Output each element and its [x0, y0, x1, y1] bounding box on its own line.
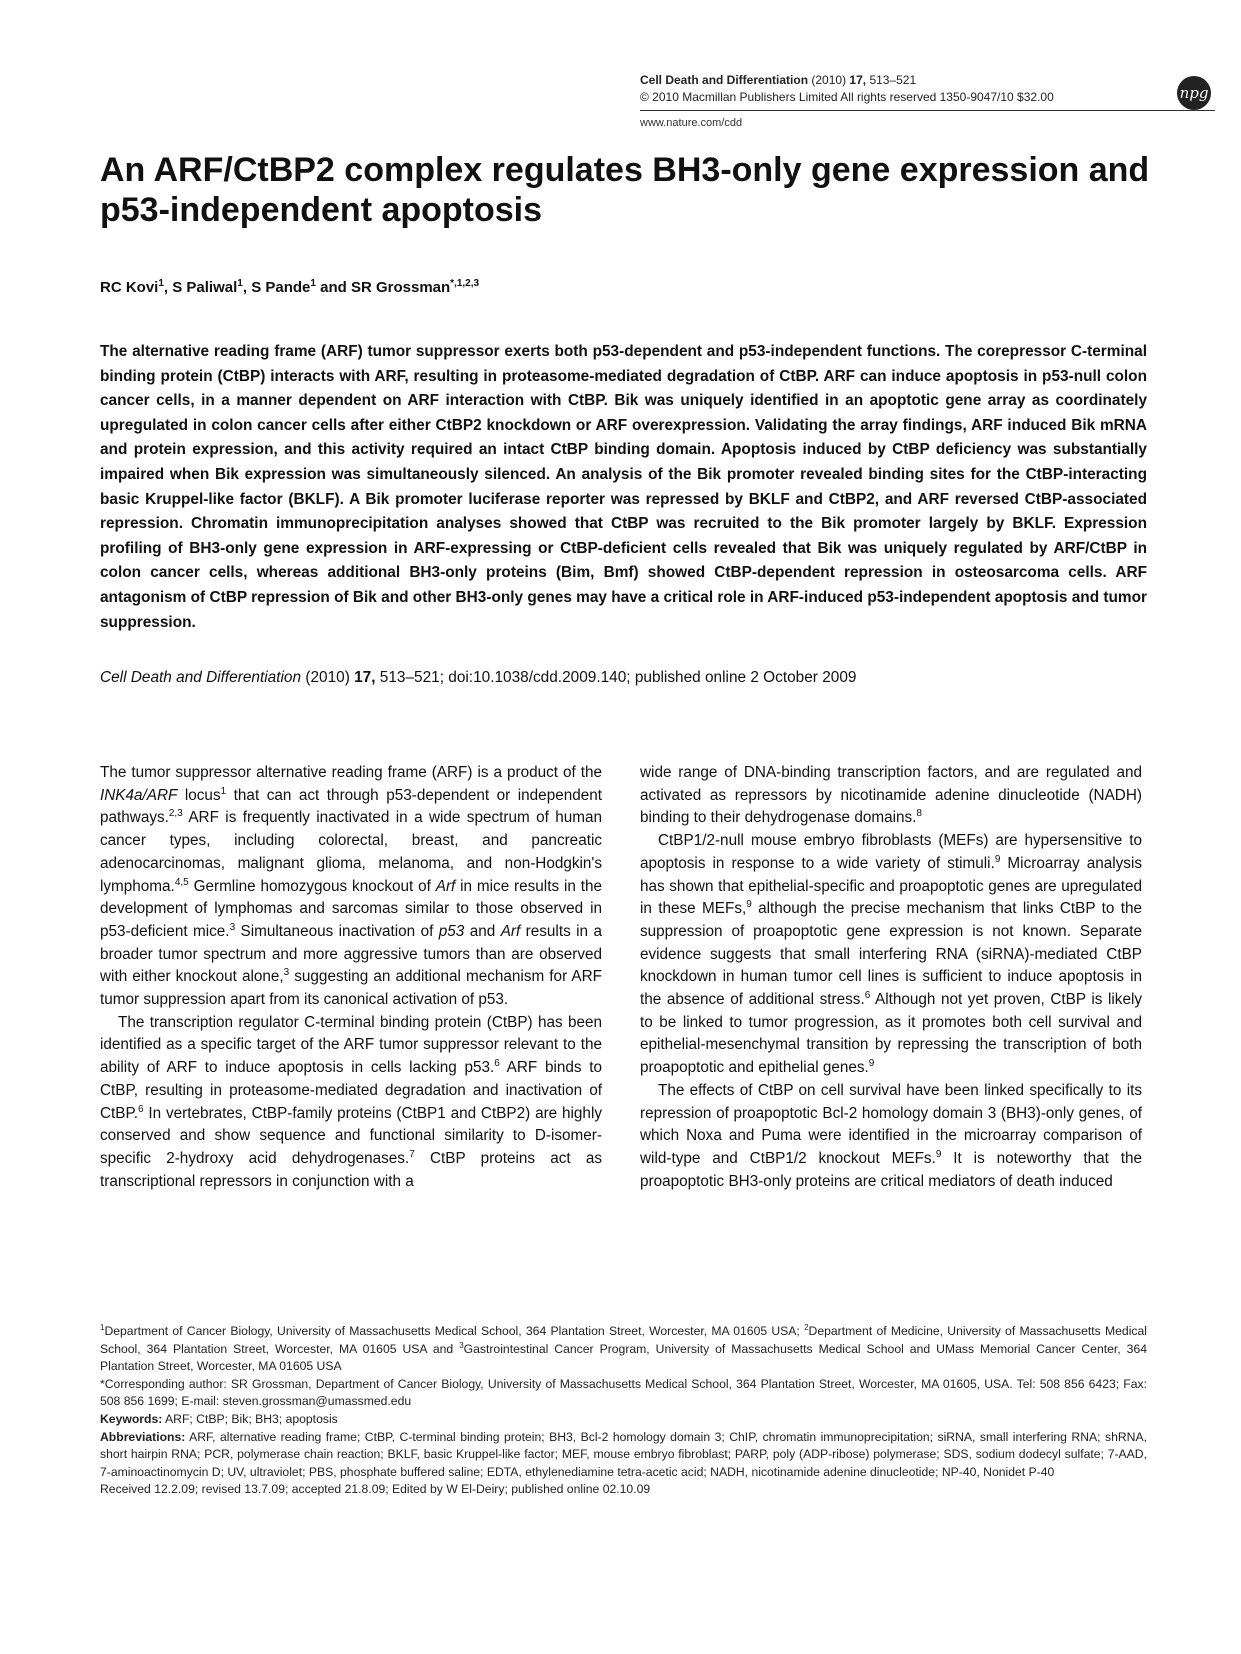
text-run: Gastrointestinal Cancer Program, University of Massachusetts Medical School and UMass Memorial Cancer Center, 364 Plantation Street, Worcester, MA 01605 USA [100, 1341, 1147, 1374]
footnote-keywords [100, 1411, 1147, 1429]
journal-volume: 17, [849, 73, 867, 87]
text-run: although the precise mechanism that links CtBP to the suppression of proapoptotic gene expression is not known. Separate evidence suggests that small interfering RNA (siRNA)-mediated CtBP knockdown in human tumor cell lines is sufficient to induce apoptosis in the absence of additional stress. [640, 900, 1142, 1009]
text-run: suggesting an additional mechanism for ARF tumor suppression apart from its canonical activation of p53. [100, 968, 602, 1009]
journal-header [640, 72, 1115, 106]
keywords-label: Keywords: [100, 1411, 163, 1426]
body-column-right [640, 762, 1142, 1193]
reference-superscript: 9 [994, 853, 1001, 865]
author-separator: , [163, 279, 173, 296]
italic-text: p53 [438, 922, 465, 940]
text-run: Although not yet proven, CtBP is likely to be linked to tumor progression, as it promotes both cell survival and epithelial-mesenchymal transition by repressing the transcription of both proapoptotic and epithelial genes. [640, 991, 1142, 1077]
reference-superscript: 9 [746, 899, 752, 911]
text-run: that can act through p53-dependent or independent pathways. [100, 786, 602, 827]
author-separator: and [315, 279, 351, 296]
text-run: Germline homozygous knockout of [188, 877, 436, 895]
text-run: CtBP1/2-null mouse embryo fibroblasts (MEFs) are hypersensitive to apoptosis in response to a wide variety of stimuli. [640, 832, 1142, 872]
text-run: The tumor suppressor alternative reading frame (ARF) is a product of the [100, 764, 602, 781]
reference-superscript: 8 [916, 808, 922, 820]
author-name: SR Grossman [350, 279, 451, 296]
body-paragraph [640, 1080, 1142, 1194]
citation-journal: Cell Death and Differentiation [100, 669, 302, 686]
text-run: Simultaneous inactivation of [235, 922, 439, 940]
citation-volume: 17, [354, 669, 376, 686]
body-column-left [100, 762, 602, 1193]
reference-superscript: 3 [459, 1340, 464, 1350]
reference-superscript: 6 [494, 1058, 500, 1070]
journal-website-link[interactable]: www.nature.com/cdd [640, 117, 743, 129]
abbreviations-label: Abbreviations: [100, 1429, 186, 1444]
abbreviations-text: ARF, alternative reading frame; CtBP, C-terminal binding protein; BH3, Bcl-2 homology domain 3; ChIP, chromatin immunoprecipitation; siRNA, small interfering RNA; shRNA, short hairpin RNA; PCR, polymerase chain reaction; BKLF, basic Kruppel-like factor; MEF, mouse embryo fibroblast; PARP, poly (ADP-ribose) polymerase; SDS, sodium dodecyl sulfate; 7-AAD, 7-aminoactinomycin D; UV, ultraviolet; PBS, phosphate buffered saline; EDTA, ethylenediamine tetra-acetic acid; NADH, nicotinamide adenine dinucleotide; NP-40, Nonidet P-40 [100, 1429, 1147, 1479]
reference-superscript: 7 [409, 1148, 415, 1160]
author-list [100, 278, 479, 296]
footnote-abbreviations [100, 1429, 1147, 1482]
journal-citation-line [640, 72, 1115, 89]
copyright-line: © 2010 Macmillan Publishers Limited All rights reserved 1350-9047/10 $32.00 [640, 90, 1054, 104]
text-run: Department of Medicine, University of Massachusetts Medical School, 364 Plantation Street, Worcester, MA 01605 USA and [100, 1324, 1147, 1356]
reference-superscript: 2,3 [168, 808, 183, 820]
italic-text: Arf [435, 877, 456, 895]
italic-text: Arf [500, 922, 521, 940]
text-run: The transcription regulator C-terminal binding protein (CtBP) has been identified as a specific target of the ARF tumor suppressor relevant to the ability of ARF to induce apoptosis in cells lacking p53. [100, 1013, 602, 1077]
text-run: wide range of DNA-binding transcription factors, and are regulated and activated as repressors by nicotinamide adenine dinucleotide (NADH) binding to their dehydrogenase domains. [640, 764, 1142, 827]
text-run: It is noteworthy that the proapoptotic BH3-only proteins are critical mediators of death induced [640, 1149, 1142, 1190]
text-run: and [464, 922, 501, 940]
text-run: In vertebrates, CtBP-family proteins (CtBP1 and CtBP2) are highly conserved and show sequence and functional similarity to D-isomer-specific 2-hydroxy acid dehydrogenases. [100, 1104, 602, 1167]
reference-superscript: 4,5 [174, 876, 189, 888]
article-title: An ARF/CtBP2 complex regulates BH3-only gene expression and p53-independent apoptosis [100, 151, 1150, 229]
author-affiliation-marker: 1 [158, 278, 164, 289]
text-run: Department of Cancer Biology, University of Massachusetts Medical School, 364 Plantation Street, Worcester, MA 01605 USA; [104, 1324, 805, 1338]
reference-superscript: 3 [229, 921, 236, 933]
citation-details: 513–521; doi:10.1038/cdd.2009.140; published online 2 October 2009 [375, 669, 857, 686]
footnotes [100, 1323, 1147, 1499]
text-run: in mice results in the development of lymphomas and sarcomas similar to those observed in p53-deficient mice. [100, 877, 602, 940]
text-run: locus [177, 786, 221, 804]
reference-superscript: 6 [137, 1103, 144, 1115]
article-citation [100, 667, 1160, 689]
npg-logo-icon: npg [1177, 76, 1211, 110]
text-run: results in a broader tumor spectrum and more aggressive tumors than are observed with either knockout alone, [100, 922, 602, 986]
journal-pages: 513–521 [869, 73, 917, 87]
text-run: ARF is frequently inactivated in a wide spectrum of human cancer types, including colorectal, breast, and pancreatic adenocarcinomas, malignant glioma, melanoma, and non-Hodgkin's lymphoma. [100, 809, 602, 895]
body-paragraph [100, 762, 602, 1012]
reference-superscript: 1 [220, 785, 227, 797]
reference-superscript: 6 [864, 989, 871, 1001]
reference-superscript: 1 [100, 1322, 105, 1332]
reference-superscript: 9 [935, 1148, 942, 1160]
reference-superscript: 9 [868, 1058, 875, 1070]
reference-superscript: 2 [804, 1322, 809, 1332]
author-name: S Pande [251, 279, 311, 296]
body-paragraph [640, 762, 1142, 830]
author-affiliation-marker: 1 [310, 278, 316, 289]
author-separator: , [242, 279, 252, 296]
journal-name: Cell Death and Differentiation [640, 73, 809, 87]
keywords-text: ARF; CtBP; Bik; BH3; apoptosis [162, 1411, 338, 1426]
text-run: Microarray analysis has shown that epithelial-specific and proapoptotic genes are upregulated in these MEFs, [640, 854, 1142, 918]
footnote-affiliations [100, 1323, 1147, 1376]
text-run: ARF binds to CtBP, resulting in proteasome-mediated degradation and inactivation of CtBP. [100, 1059, 603, 1122]
citation-year: (2010) [301, 669, 355, 686]
footnote-corresponding-author: *Corresponding author: SR Grossman, Department of Cancer Biology, University of Massachusetts Medical School, 364 Plantation Street, Worcester, MA 01605, USA. Tel: 508 856 6423; Fax: 508 856 1699; E-mail: steven.grossman@umassmed.edu [100, 1376, 1147, 1409]
header-divider [640, 110, 1215, 111]
text-run: CtBP proteins act as transcriptional repressors in conjunction with a [100, 1149, 602, 1190]
author-name: S Paliwal [172, 279, 238, 296]
author-affiliation-marker: 1 [237, 278, 243, 289]
body-paragraph [640, 830, 1142, 1080]
text-run: The effects of CtBP on cell survival have been linked specifically to its repression of proapoptotic Bcl-2 homology domain 3 (BH3)-only genes, of which Noxa and Puma were identified in the microarray comparison of wild-type and CtBP1/2 knockout MEFs. [640, 1081, 1142, 1167]
author-affiliation-marker: *,1,2,3 [450, 278, 480, 289]
reference-superscript: 3 [283, 967, 290, 979]
italic-text: INK4a/ARF [100, 786, 178, 804]
journal-year: (2010) [811, 73, 847, 87]
abstract: The alternative reading frame (ARF) tumor suppressor exerts both p53-dependent and p53-independent functions. The corepressor C-terminal binding protein (CtBP) interacts with ARF, resulting in proteasome-mediated degradation of CtBP. ARF can induce apoptosis in p53-null colon cancer cells, in a manner dependent on ARF interaction with CtBP. Bik was uniquely identified in an apoptotic gene array as coordinately upregulated in colon cancer cells after either CtBP2 knockdown or ARF overexpression. Validating the array findings, ARF induced Bik mRNA and protein expression, and this activity required an intact CtBP binding domain. Apoptosis induced by CtBP deficiency was substantially impaired when Bik expression was simultaneously silenced. An analysis of the Bik promoter revealed binding sites for the CtBP-interacting basic Kruppel-like factor (BKLF). A Bik promoter luciferase reporter was repressed by BKLF and CtBP2, and ARF reversed CtBP-associated repression. Chromatin immunoprecipitation analyses showed that CtBP was recruited to the Bik promoter largely by BKLF. Expression profiling of BH3-only gene expression in ARF-expressing or CtBP-deficient cells revealed that Bik was uniquely regulated by ARF/CtBP in colon cancer cells, whereas additional BH3-only proteins (Bim, Bmf) showed CtBP-dependent repression in osteosarcoma cells. ARF antagonism of CtBP repression of Bik and other BH3-only genes may have a critical role in ARF-induced p53-independent apoptosis and tumor suppression. [100, 343, 1147, 631]
author-name: RC Kovi [100, 279, 159, 296]
body-paragraph [100, 1012, 602, 1194]
footnote-received-dates: Received 12.2.09; revised 13.7.09; accepted 21.8.09; Edited by W El-Deiry; published online 02.10.09 [100, 1482, 651, 1497]
